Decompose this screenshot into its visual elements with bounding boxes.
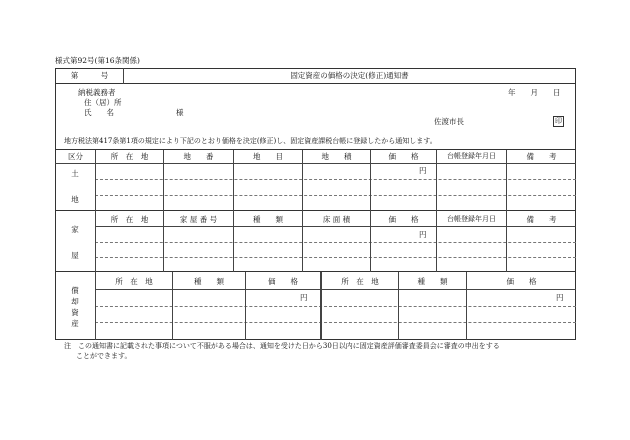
honorific: 様	[176, 108, 184, 117]
land-col-area: 地 積	[321, 152, 352, 161]
depr-section-label-1: 償	[71, 286, 79, 295]
footnote-line-1: 注 この通知書に記載された事項について不服がある場合は、通知を受けた日から30日以内に固定資産評価審査委員会に審査の申出をする	[64, 342, 500, 350]
notice-text: 地方税法第417条第1項の規定により下記のとおり価格を決定(修正)し、固定資産課税台帳に登録したから通知します。	[64, 137, 437, 145]
house-col-price: 価 格	[388, 215, 419, 224]
number-label: 第 号	[70, 71, 109, 80]
document-title: 固定資産の価格の決定(修正)通知書	[290, 71, 409, 80]
land-col-registration-date: 台帳登録年月日	[447, 152, 496, 160]
house-col-registration-date: 台帳登録年月日	[447, 215, 496, 223]
depr-col-location-2: 所 在 地	[341, 277, 379, 286]
date-label: 年 月 日	[508, 88, 561, 97]
depr-col-price-1: 価 格	[268, 277, 298, 286]
house-yen-unit: 円	[419, 230, 427, 239]
seal-mark: 印	[555, 117, 562, 125]
house-col-remarks: 備 考	[526, 215, 557, 224]
land-col-price: 価 格	[388, 152, 419, 161]
taxpayer-label: 納税義務者	[78, 88, 116, 97]
land-col-remarks: 備 考	[526, 152, 557, 161]
land-col-lot-number: 地 番	[183, 152, 214, 161]
depr-col-location-1: 所 在 地	[115, 277, 153, 286]
house-section-label-2: 屋	[71, 251, 79, 260]
land-yen-unit: 円	[419, 166, 427, 175]
depr-section-label-2: 却	[71, 297, 79, 306]
footnote-line-2: ことができます。	[76, 352, 132, 360]
house-col-type: 種 類	[253, 215, 283, 224]
depr-section-label-3: 資	[71, 308, 79, 317]
category-header: 区分	[68, 152, 83, 161]
land-col-location: 所 在 地	[110, 152, 149, 161]
house-col-house-number: 家 屋 番 号	[179, 215, 218, 224]
land-col-land-type: 地 目	[253, 152, 283, 161]
depr-col-type-2: 種 類	[417, 277, 448, 286]
depr-section-label-4: 産	[71, 319, 79, 328]
house-section-label-1: 家	[71, 225, 79, 234]
land-section-label-1: 土	[71, 169, 79, 178]
depr-col-type-1: 種 類	[194, 277, 224, 286]
address-label: 住（居）所	[84, 98, 122, 107]
depr-yen-unit-2: 円	[556, 293, 564, 302]
name-label: 氏 名	[84, 108, 114, 117]
house-col-location: 所 在 地	[110, 215, 149, 224]
land-section-label-2: 地	[71, 195, 79, 204]
issuer-name: 佐渡市長	[434, 117, 464, 126]
house-col-floor-area: 床 面 積	[322, 215, 351, 224]
depr-yen-unit-1: 円	[300, 293, 308, 302]
form-id: 様式第92号(第16条関係)	[55, 56, 140, 65]
depr-col-price-2: 価 格	[506, 277, 537, 286]
